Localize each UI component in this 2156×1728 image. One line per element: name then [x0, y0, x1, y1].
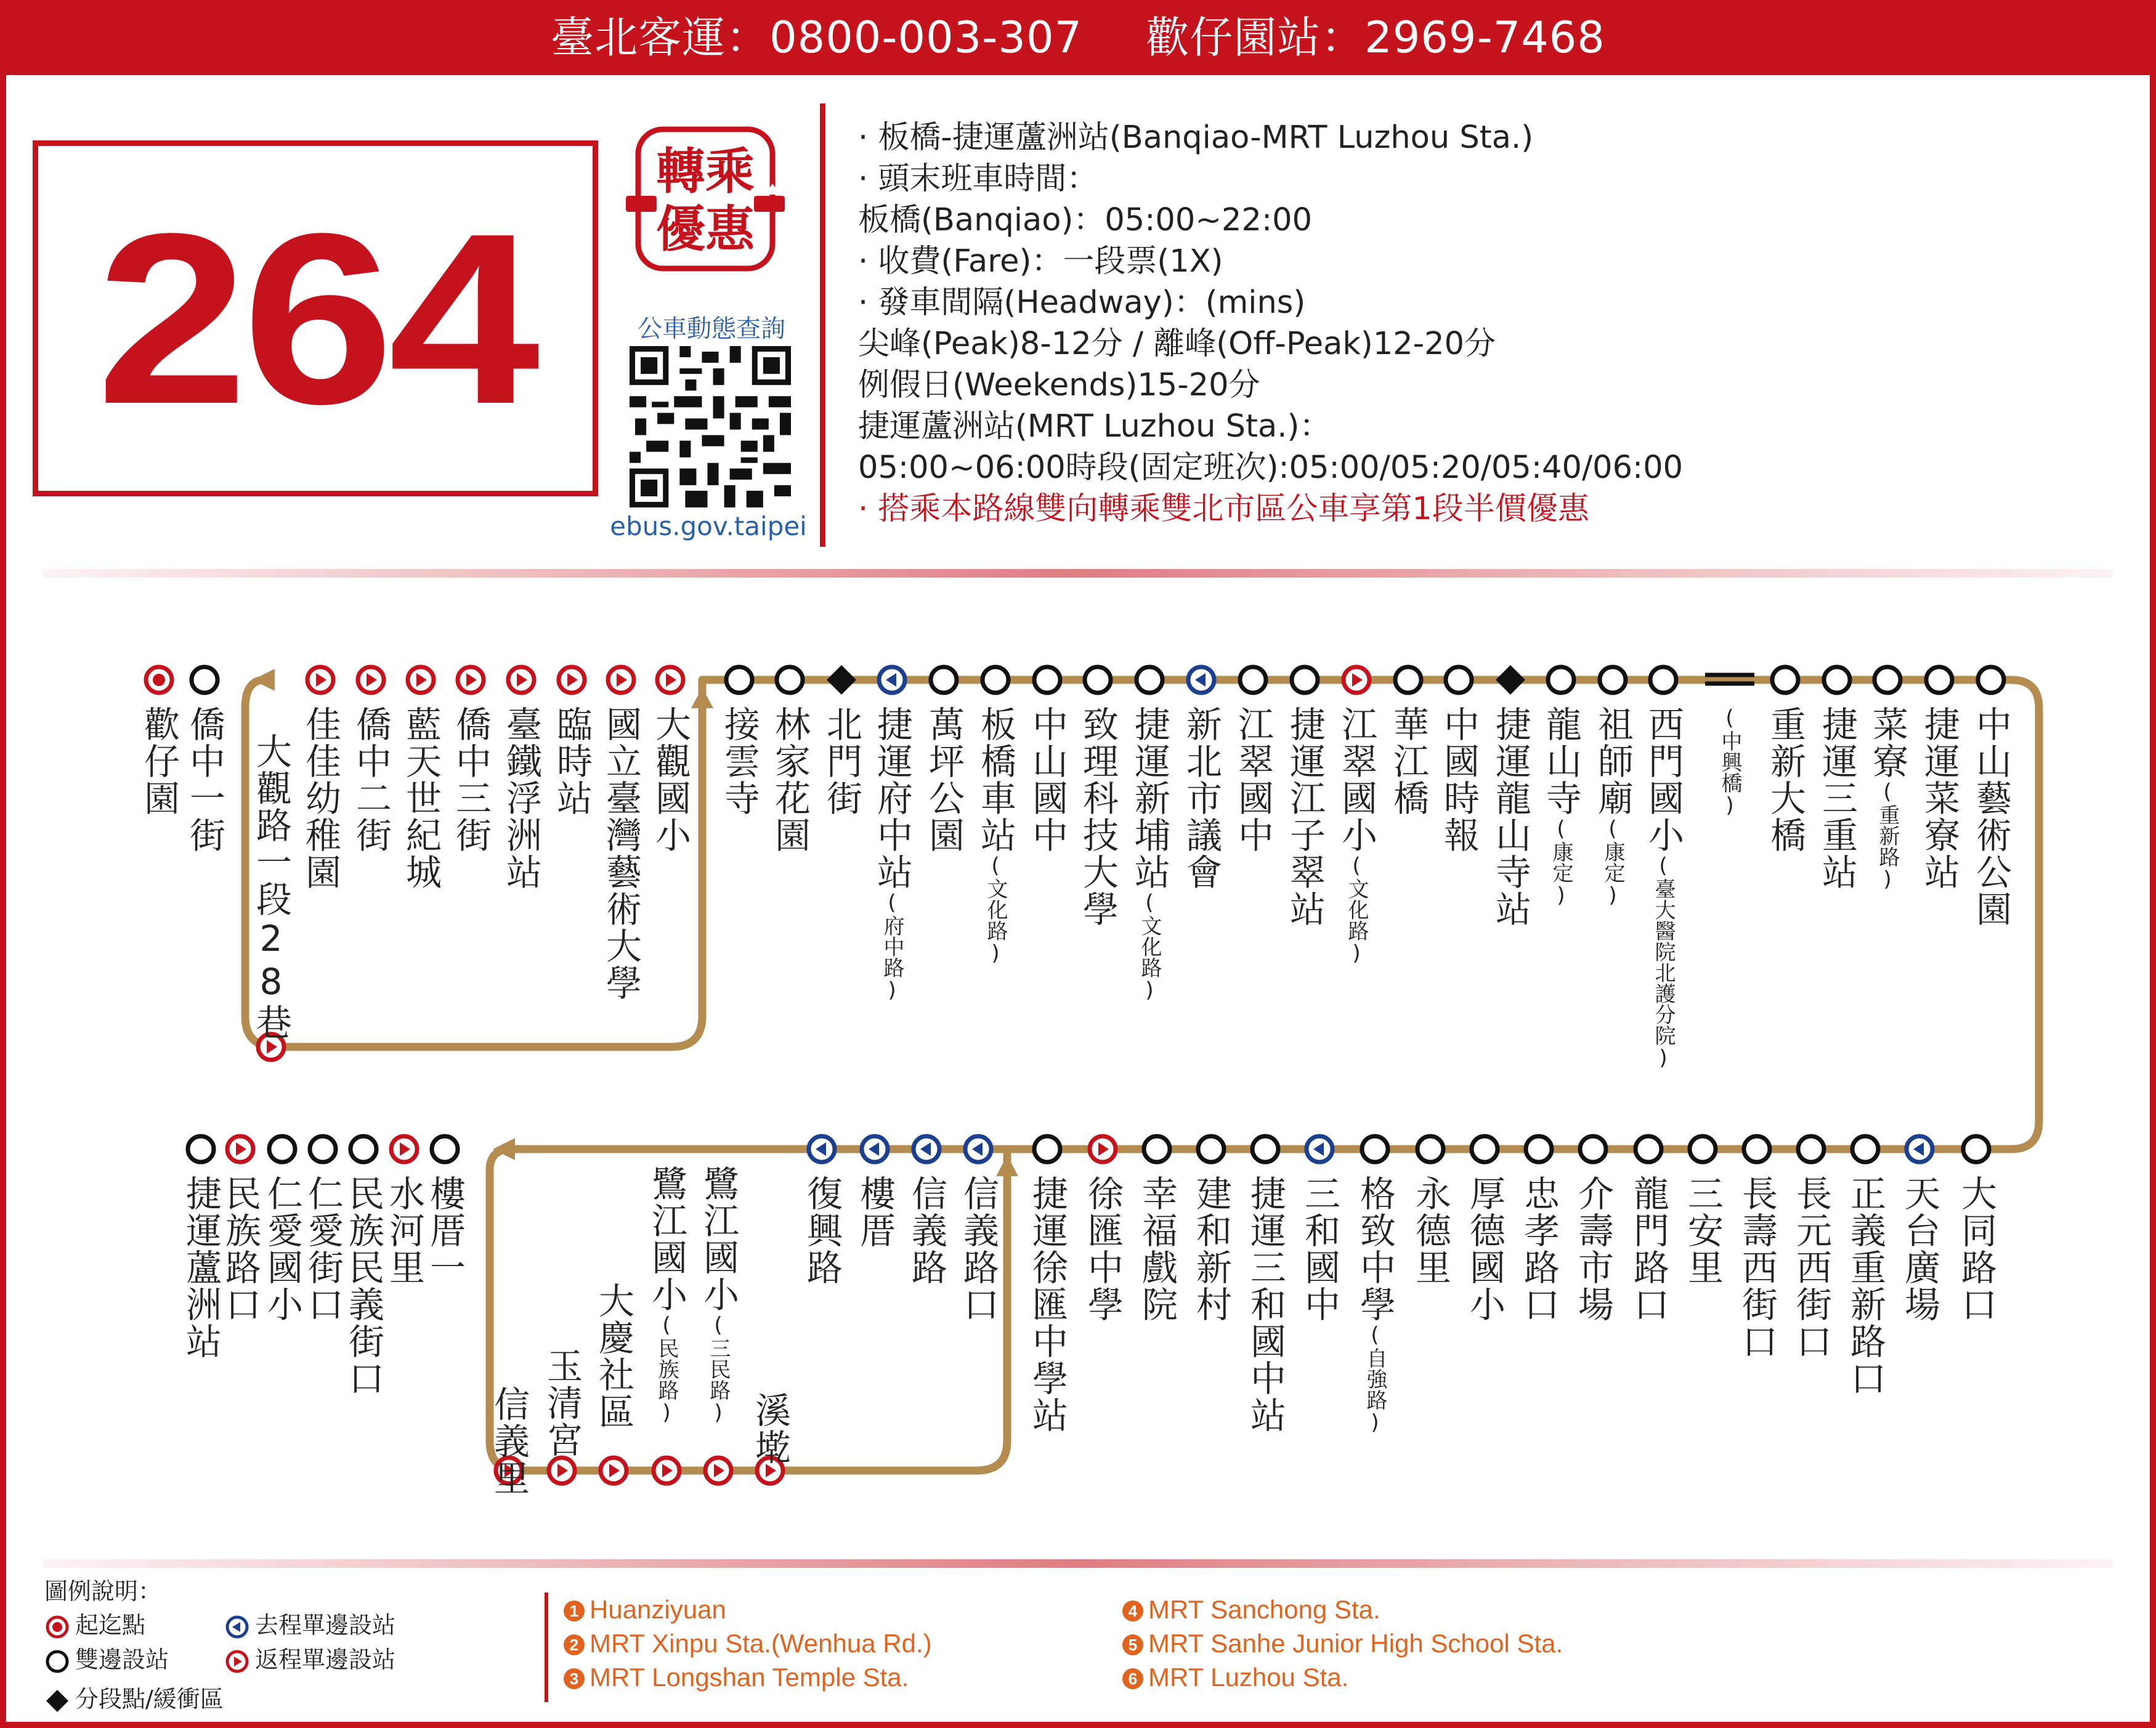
- mrt-station-1: 1 Huanziyuan: [564, 1595, 726, 1625]
- stop-marker-return: [705, 1458, 731, 1484]
- stop-label: 大觀國小: [649, 706, 691, 854]
- qr-url[interactable]: ebus.gov.taipei: [610, 511, 807, 541]
- info-first-last: 板橋(Banqiao)：05:00~22:00: [858, 202, 1313, 238]
- info-first-last-label: · 頭末班車時間：: [858, 161, 1098, 197]
- stop-label: 樓厝一: [424, 1175, 466, 1286]
- stop-label: 三和國中: [1299, 1175, 1340, 1323]
- stop-label: 新北市議會: [1180, 706, 1222, 890]
- stop-marker-outbound: [1188, 667, 1214, 693]
- stop-label: 僑中一街: [184, 706, 225, 854]
- stop-label: 林家花園: [769, 706, 811, 854]
- qr-caption: 公車動態查詢: [638, 315, 785, 343]
- stop-marker-outbound: [862, 1136, 888, 1162]
- stop-label: 板橋車站(文化路): [975, 706, 1016, 966]
- legend-terminal: 起迄點: [44, 1606, 145, 1640]
- both-sides-stop-icon: [44, 1649, 70, 1674]
- direction-arrow: [253, 669, 275, 691]
- stop-marker-both: [1446, 667, 1472, 693]
- info-headway-label: · 發車間隔(Headway)：(mins): [858, 285, 1306, 321]
- stop-label: 祖師廟(康定): [1592, 706, 1634, 908]
- stop-marker-both: [192, 667, 217, 693]
- stop-marker-both: [1137, 667, 1162, 693]
- stop-marker-outbound: [1907, 1136, 1932, 1162]
- stop-marker-return: [559, 667, 585, 693]
- stop-marker-both: [1395, 667, 1421, 693]
- legend-both: 雙邊設站: [44, 1641, 169, 1674]
- stop-marker-both: [1085, 667, 1111, 693]
- direction-arrow: [691, 687, 713, 708]
- stop-label: 臨時站: [551, 706, 593, 817]
- stop-label: 北門街: [821, 706, 862, 817]
- stop-marker-both: [1852, 1136, 1878, 1162]
- stop-label: 捷運龍山寺站: [1489, 706, 1531, 927]
- stop-label: 捷運府中站(府中路): [871, 706, 913, 1003]
- stop-marker-both: [1824, 667, 1850, 693]
- stop-label: 長元西街口: [1790, 1175, 1832, 1360]
- stop-label: 民族路口: [219, 1175, 261, 1323]
- stop-label: 臺鐵浮洲站: [500, 706, 542, 890]
- stop-label: 捷運蘆洲站: [180, 1175, 222, 1360]
- stop-marker-outbound: [1307, 1136, 1332, 1162]
- stop-marker-return: [601, 1458, 626, 1484]
- stop-marker-both: [1472, 1136, 1497, 1162]
- badge-line1: 轉乘: [656, 143, 755, 200]
- stop-label: 捷運菜寮站: [1918, 706, 1960, 890]
- stop-label: 水河里: [383, 1175, 425, 1286]
- stop-label: 華江橋: [1387, 706, 1429, 817]
- stop-label: 正義重新路口: [1844, 1175, 1886, 1397]
- stop-marker-both: [1417, 1136, 1443, 1162]
- stop-label: 中國時報: [1438, 706, 1480, 854]
- stop-label: 長壽西街口: [1736, 1175, 1778, 1360]
- stop-label: 民族民義街口: [342, 1175, 384, 1397]
- stop-marker-both: [1240, 667, 1266, 693]
- stop-marker-terminal: [146, 667, 172, 693]
- stop-label: 介壽市場: [1572, 1175, 1614, 1323]
- stop-label: 重新大橋: [1764, 706, 1806, 854]
- stop-label: 中山國中: [1026, 706, 1068, 854]
- stop-marker-return: [549, 1458, 575, 1484]
- stop-label: 厚德國小: [1464, 1175, 1506, 1323]
- stop-marker-both: [1580, 1136, 1606, 1162]
- stop-label: 仁愛街口: [302, 1175, 344, 1323]
- stop-marker-return: [1343, 667, 1369, 693]
- mrt-station-4: 4 MRT Sanchong Sta.: [1122, 1595, 1380, 1625]
- stop-label: 中山藝術公園: [1970, 706, 2012, 927]
- stop-marker-both: [1198, 1136, 1224, 1162]
- stop-marker-both: [777, 667, 803, 693]
- stop-label: 大觀路一段28巷: [250, 733, 292, 1041]
- stop-marker-return: [408, 667, 434, 693]
- info-luzhou-label: 捷運蘆洲站(MRT Luzhou Sta.)：: [858, 408, 1331, 445]
- stop-marker-return: [227, 1136, 253, 1162]
- stop-label: 幸福戲院: [1136, 1175, 1178, 1323]
- stop-label: 信義里: [488, 1386, 530, 1496]
- stop-marker-outbound: [965, 1136, 991, 1162]
- stop-label: 接雲寺: [718, 706, 760, 817]
- info-route: · 板橋-捷運蘆洲站(Banqiao-MRT Luzhou Sta.): [858, 119, 1534, 156]
- stop-marker-both: [1034, 667, 1060, 693]
- legend-title: 圖例說明：: [44, 1578, 162, 1605]
- stop-marker-both: [983, 667, 1008, 693]
- stop-label: 建和新村: [1190, 1175, 1232, 1323]
- return-stop-icon: [224, 1649, 250, 1674]
- stop-label: 大同路口: [1955, 1175, 1997, 1323]
- stop-label: 藍天世紀城: [400, 706, 442, 890]
- stop-marker-return: [608, 667, 634, 693]
- stop-label: 捷運徐匯中學站: [1026, 1175, 1068, 1434]
- info-luzhou-times: 05:00~06:00時段(固定班次):05:00/05:20/05:40/06:00: [858, 450, 1684, 486]
- mrt-station-3: 3 MRT Longshan Temple Sta.: [564, 1663, 909, 1692]
- stop-marker-both: [931, 667, 957, 693]
- stop-label: 萬坪公園: [923, 706, 965, 854]
- stop-label: 江翠國中: [1232, 706, 1274, 854]
- stop-label: 僑中二街: [350, 706, 392, 854]
- legend-section: 分段點/緩衝區: [44, 1680, 224, 1714]
- stop-marker-both: [351, 1136, 376, 1162]
- station-phone: 歡仔園站：2969-7468: [1146, 12, 1605, 63]
- stop-marker-both: [1600, 667, 1626, 693]
- stop-marker-both: [1690, 1136, 1716, 1162]
- stop-label: 仁愛國小: [261, 1175, 303, 1323]
- outbound-stop-icon: [224, 1614, 250, 1640]
- stop-label: 僑中三街: [450, 706, 492, 854]
- stop-marker-both: [1874, 667, 1900, 693]
- stop-label: (中興橋): [1717, 706, 1742, 818]
- stop-label: 菜寮(重新路): [1866, 706, 1908, 892]
- stop-label: 格致中學(自強路): [1354, 1175, 1396, 1435]
- route-number: 264: [96, 182, 535, 454]
- mrt-station-5: 5 MRT Sanhe Junior High School Sta.: [1122, 1629, 1563, 1658]
- stop-label: 鷺江國小(民族路): [646, 1165, 687, 1425]
- stop-marker-return: [358, 667, 384, 693]
- stop-marker-section: [827, 665, 856, 695]
- legend-divider: [545, 1593, 548, 1702]
- stop-label: 致理科技大學: [1077, 706, 1119, 927]
- stop-marker-return: [391, 1136, 417, 1162]
- stop-marker-both: [726, 667, 752, 693]
- stop-marker-both: [1650, 667, 1676, 693]
- stop-label: 捷運新埔站(文化路): [1129, 706, 1170, 1003]
- stop-label: 永德里: [1409, 1175, 1451, 1286]
- section-point-icon: [44, 1688, 70, 1714]
- stop-marker-return: [1090, 1136, 1116, 1162]
- badge-line2: 優惠: [656, 201, 755, 258]
- stop-label: 西門國小(臺大醫院北護分院): [1642, 706, 1684, 1070]
- stop-marker-both: [1526, 1136, 1552, 1162]
- stop-label: 信義路: [906, 1175, 947, 1286]
- stop-label: 樓厝: [854, 1175, 896, 1249]
- stop-label: 玉清宮: [541, 1347, 583, 1458]
- direction-arrow: [996, 1155, 1018, 1176]
- stop-marker-outbound: [914, 1136, 939, 1162]
- stop-marker-both: [1362, 1136, 1388, 1162]
- stop-label: 三安里: [1682, 1175, 1724, 1286]
- stop-label: 溪墘: [749, 1392, 791, 1466]
- stop-marker-both: [1144, 1136, 1170, 1162]
- info-transfer-notice: · 搭乘本路線雙向轉乘雙北市區公車享第1段半價優惠: [858, 491, 1589, 527]
- stop-marker-both: [1798, 1136, 1824, 1162]
- operator-phone: 臺北客運：0800-003-307: [551, 12, 1083, 63]
- stop-label: 國立臺灣藝術大學: [600, 706, 642, 1001]
- stop-marker-both: [269, 1136, 295, 1162]
- stop-marker-outbound: [809, 1136, 835, 1162]
- info-headway-peak: 尖峰(Peak)8-12分 / 離峰(Off-Peak)12-20分: [858, 326, 1496, 362]
- stop-label: 龍山寺(康定): [1540, 706, 1582, 908]
- mrt-station-6: 6 MRT Luzhou Sta.: [1122, 1663, 1348, 1692]
- info-headway-weekend: 例假日(Weekends)15-20分: [858, 367, 1260, 403]
- stop-marker-both: [1252, 1136, 1278, 1162]
- stop-label: 佳佳幼稚園: [299, 706, 341, 890]
- stop-label: 鷺江國小(三民路): [697, 1165, 739, 1425]
- stop-marker-both: [1744, 1136, 1770, 1162]
- stop-label: 捷運三重站: [1816, 706, 1858, 890]
- stop-marker-both: [1635, 1136, 1661, 1162]
- stop-marker-both: [1772, 667, 1798, 693]
- stop-label: 忠孝路口: [1518, 1175, 1560, 1323]
- stop-marker-both: [1292, 667, 1318, 693]
- stop-label: 大慶社區: [593, 1282, 634, 1430]
- stop-label: 歡仔園: [138, 706, 180, 817]
- stop-label: 天台廣場: [1899, 1175, 1940, 1323]
- stop-marker-both: [1963, 1136, 1989, 1162]
- stop-label: 龍門路口: [1627, 1175, 1669, 1323]
- stop-marker-both: [1926, 667, 1952, 693]
- stop-label: 捷運三和國中站: [1244, 1175, 1286, 1434]
- stop-marker-both: [432, 1136, 458, 1162]
- mrt-station-2: 2 MRT Xinpu Sta.(Wenhua Rd.): [564, 1629, 932, 1658]
- stop-marker-return: [508, 667, 534, 693]
- stop-marker-return: [307, 667, 333, 693]
- stop-marker-both: [1978, 667, 2004, 693]
- legend-outbound: 去程單邊設站: [224, 1606, 395, 1640]
- stop-marker-outbound: [879, 667, 905, 693]
- stop-marker-both: [1548, 667, 1574, 693]
- info-fare: · 收費(Fare)：一段票(1X): [858, 243, 1223, 280]
- stop-marker-section: [1496, 665, 1525, 695]
- stop-marker-both: [1034, 1136, 1060, 1162]
- stop-label: 信義路口: [957, 1175, 999, 1323]
- stop-marker-return: [458, 667, 484, 693]
- legend-return: 返程單邊設站: [224, 1641, 395, 1674]
- stop-label: 復興路: [801, 1175, 843, 1286]
- stop-label: 捷運江子翠站: [1284, 706, 1326, 927]
- stop-label: 江翠國小(文化路): [1335, 706, 1377, 966]
- stop-marker-both: [188, 1136, 214, 1162]
- stop-label: 徐匯中學: [1082, 1175, 1124, 1323]
- stop-marker-both: [310, 1136, 336, 1162]
- stop-marker-return: [654, 1458, 679, 1484]
- stop-marker-return: [657, 667, 683, 693]
- terminal-icon: [44, 1614, 70, 1640]
